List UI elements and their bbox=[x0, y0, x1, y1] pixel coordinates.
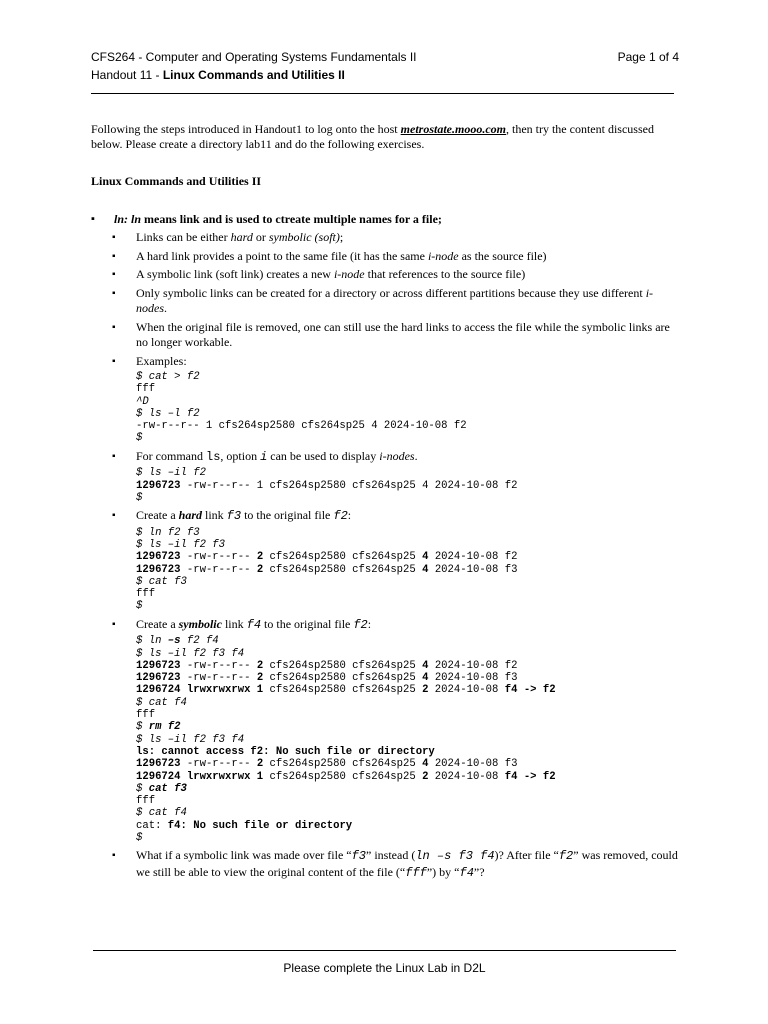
text: : bbox=[347, 508, 352, 523]
ln-name2: ln bbox=[131, 212, 142, 226]
page-number: Page 1 of 4 bbox=[617, 50, 679, 64]
code-line: 1296723 bbox=[136, 659, 181, 672]
text: f4 bbox=[246, 617, 262, 632]
code-line: 2024-10-08 f3 bbox=[428, 672, 518, 685]
code-line: 2024-10-08 f3 bbox=[428, 563, 518, 576]
page-header bbox=[91, 48, 679, 94]
text: hard bbox=[178, 508, 202, 523]
code-line: $ cat f4 bbox=[136, 807, 187, 820]
code-line: $ bbox=[136, 491, 143, 504]
bullet-question bbox=[91, 848, 681, 881]
code-line: $ bbox=[136, 782, 149, 795]
header-rule bbox=[91, 93, 674, 94]
code-line: 2024-10-08 f3 bbox=[428, 758, 518, 771]
text: What if a symbolic link was made over file “ bbox=[136, 848, 352, 863]
code-line: $ bbox=[136, 832, 143, 844]
code-line: cfs264sp2580 cfs264sp25 bbox=[263, 684, 423, 697]
code-line: $ bbox=[136, 600, 143, 613]
text: as the source file) bbox=[458, 248, 547, 263]
text: to the original file bbox=[241, 508, 334, 523]
code-line: $ ln bbox=[136, 635, 168, 648]
code-example-3 bbox=[136, 527, 681, 613]
footer-rule bbox=[93, 950, 676, 951]
code-line: -rw-r--r-- 1 cfs264sp2580 cfs264sp25 4 2024-10-08 f2 bbox=[136, 420, 467, 433]
handout-prefix: Handout 11 - bbox=[91, 68, 163, 82]
code-line: f4 -> f2 bbox=[504, 684, 556, 697]
text: ls bbox=[206, 449, 221, 464]
bullet-symbolic-link bbox=[91, 267, 681, 283]
handout-title bbox=[91, 66, 679, 84]
code-line: 1296723 bbox=[136, 563, 181, 576]
code-line: cfs264sp2580 cfs264sp25 bbox=[263, 770, 423, 783]
text: i-nodes bbox=[136, 285, 654, 315]
code-line: 2 bbox=[422, 770, 429, 783]
code-line: $ cat > f2 bbox=[136, 371, 200, 383]
text: that references to the source file) bbox=[364, 267, 526, 281]
code-line: f4: No such file or directory bbox=[167, 819, 353, 832]
bullet-create-symbolic-link bbox=[91, 617, 681, 634]
text: i-node bbox=[333, 267, 365, 281]
intro-text: Following the steps introduced in Handout1 to log onto the host bbox=[91, 122, 401, 136]
code-line: -rw-r--r-- 1 cfs264sp2580 cfs264sp25 4 2024-10-08 f2 bbox=[180, 479, 518, 492]
text: , option bbox=[220, 448, 261, 463]
code-line: $ ls –l f2 bbox=[136, 407, 200, 420]
text: i-nodes bbox=[379, 448, 415, 463]
code-line: cat: bbox=[136, 819, 168, 832]
text: ; bbox=[339, 230, 344, 244]
code-line: 4 bbox=[422, 758, 429, 771]
code-line: $ bbox=[136, 721, 149, 734]
code-line: –s bbox=[167, 635, 181, 648]
text: link bbox=[201, 508, 227, 523]
text: A hard link provides a point to the same file (it has the same bbox=[136, 248, 428, 263]
code-line: 1296724 lrwxrwxrwx 1 bbox=[136, 770, 264, 783]
text: hard bbox=[230, 230, 253, 244]
code-line: 2 bbox=[256, 672, 264, 685]
intro-paragraph bbox=[91, 122, 679, 152]
code-line: 4 bbox=[422, 672, 429, 685]
code-line: -rw-r--r-- bbox=[180, 758, 257, 771]
code-line: 1296723 bbox=[136, 551, 181, 564]
text: ” instead ( bbox=[366, 848, 416, 863]
text: link bbox=[221, 616, 247, 631]
text: )? After file “ bbox=[494, 848, 559, 863]
code-line: cfs264sp2580 cfs264sp25 bbox=[263, 758, 423, 771]
code-line: 2024-10-08 f2 bbox=[428, 551, 518, 564]
code-line: f2 f4 bbox=[180, 635, 219, 648]
code-line: rm f2 bbox=[148, 721, 181, 734]
code-line: $ ls –il f2 f3 f4 bbox=[136, 647, 245, 660]
text: A symbolic link (soft link) creates a new bbox=[136, 267, 334, 281]
code-line: 2024-10-08 bbox=[428, 770, 505, 783]
text: . bbox=[164, 301, 167, 315]
text: f2 bbox=[333, 509, 348, 524]
text: f4 bbox=[459, 865, 474, 880]
code-line: fff bbox=[136, 383, 156, 396]
code-line: -rw-r--r-- bbox=[180, 672, 257, 685]
code-line: $ ls –il f2 f3 f4 bbox=[136, 733, 245, 746]
handout-name: Linux Commands and Utilities II bbox=[162, 68, 345, 82]
host-link[interactable]: metrostate.mooo.com bbox=[400, 122, 506, 136]
code-line: 1296723 bbox=[136, 758, 181, 771]
code-line: fff bbox=[136, 588, 156, 601]
text: ” was removed, could we still be able to view the original content of the file (“ bbox=[136, 848, 678, 879]
bullet-link-types bbox=[91, 230, 681, 246]
code-line: 1296723 bbox=[136, 479, 181, 492]
text: i bbox=[260, 449, 268, 464]
code-line: 2 bbox=[422, 684, 429, 697]
text: symbolic bbox=[178, 616, 222, 631]
intro-text-cont: , then try the content discussed below. Please create a directory lab11 and do the following exercises. bbox=[91, 122, 654, 151]
code-line: ^D bbox=[136, 395, 149, 408]
code-line: 2 bbox=[256, 551, 264, 564]
text: For command bbox=[136, 448, 206, 463]
code-line: cat f3 bbox=[148, 782, 187, 795]
text: can be used to display bbox=[267, 448, 380, 463]
code-line: -rw-r--r-- bbox=[180, 551, 257, 564]
text: or bbox=[252, 230, 269, 244]
code-line: 4 bbox=[422, 563, 429, 576]
code-line: 4 bbox=[422, 659, 429, 672]
text: symbolic (soft) bbox=[268, 230, 340, 244]
bullet-directory-links bbox=[91, 286, 681, 317]
text: ln –s f3 f4 bbox=[415, 849, 495, 864]
code-example-1 bbox=[136, 371, 681, 445]
ln-desc: means link and is used to ctreate multiple names for a file; bbox=[141, 212, 442, 226]
text: : bbox=[367, 616, 372, 631]
code-line: fff bbox=[136, 795, 156, 808]
text: f2 bbox=[558, 849, 574, 864]
code-line: cfs264sp2580 cfs264sp25 bbox=[263, 659, 423, 672]
text: Links can be either bbox=[136, 230, 231, 244]
code-line: -rw-r--r-- bbox=[180, 563, 257, 576]
text: f3 bbox=[351, 849, 367, 864]
text: Only symbolic links can be created for a directory or across different partitions because they use different bbox=[136, 285, 646, 300]
code-line: $ ls –il f2 f3 bbox=[136, 538, 226, 551]
text: Create a bbox=[136, 616, 179, 631]
code-line: ls: cannot access f2: No such file or directory bbox=[136, 745, 435, 758]
code-line: 2 bbox=[256, 758, 264, 771]
bullet-hard-link bbox=[91, 249, 681, 265]
bullet-file-removed: ▪ When the original file is removed, one can still use the hard links to access the file while the symbolic links are no longer workable. bbox=[91, 320, 681, 351]
content bbox=[91, 211, 681, 881]
text: f3 bbox=[226, 509, 242, 524]
section-title: Linux Commands and Utilities II bbox=[91, 174, 262, 188]
bullet-examples: ▪ Examples: bbox=[91, 354, 681, 370]
text: ”? bbox=[473, 864, 485, 879]
code-line: f4 -> f2 bbox=[504, 770, 556, 783]
text: . bbox=[414, 448, 418, 463]
course-title: CFS264 - Computer and Operating Systems Fundamentals II bbox=[91, 50, 417, 64]
code-line: 1296724 lrwxrwxrwx 1 bbox=[136, 684, 264, 697]
code-example-2 bbox=[136, 467, 681, 504]
bullet-create-hard-link bbox=[91, 508, 681, 525]
code-line: 2024-10-08 bbox=[428, 684, 505, 697]
code-line: 2 bbox=[256, 563, 264, 576]
code-line: -rw-r--r-- bbox=[180, 659, 257, 672]
code-line: fff bbox=[136, 709, 156, 722]
code-line: cfs264sp2580 cfs264sp25 bbox=[263, 563, 423, 576]
bullet-ln bbox=[91, 211, 681, 227]
code-line: $ cat f3 bbox=[136, 575, 187, 588]
ln-name: ln: bbox=[114, 212, 132, 226]
footer-text: Please complete the Linux Lab in D2L bbox=[283, 961, 486, 975]
text: Create a bbox=[136, 508, 179, 523]
text: i-node bbox=[427, 248, 459, 263]
text: fff bbox=[405, 865, 427, 880]
code-line: cfs264sp2580 cfs264sp25 bbox=[263, 672, 423, 685]
code-line: cfs264sp2580 cfs264sp25 bbox=[263, 551, 423, 564]
text: f2 bbox=[353, 617, 368, 632]
text: ”) by “ bbox=[426, 864, 460, 879]
code-example-4 bbox=[136, 635, 681, 844]
code-line: 4 bbox=[422, 551, 429, 564]
code-line: $ bbox=[136, 432, 143, 445]
text: to the original file bbox=[261, 616, 354, 631]
code-line: $ ln f2 f3 bbox=[136, 526, 200, 539]
bullet-ls-option bbox=[91, 449, 681, 466]
code-line: 1296723 bbox=[136, 672, 181, 685]
code-line: 2 bbox=[256, 659, 264, 672]
code-line: 2024-10-08 f2 bbox=[428, 659, 518, 672]
code-line: $ ls –il f2 bbox=[136, 467, 206, 480]
page-footer bbox=[93, 950, 676, 975]
code-line: $ cat f4 bbox=[136, 696, 187, 709]
